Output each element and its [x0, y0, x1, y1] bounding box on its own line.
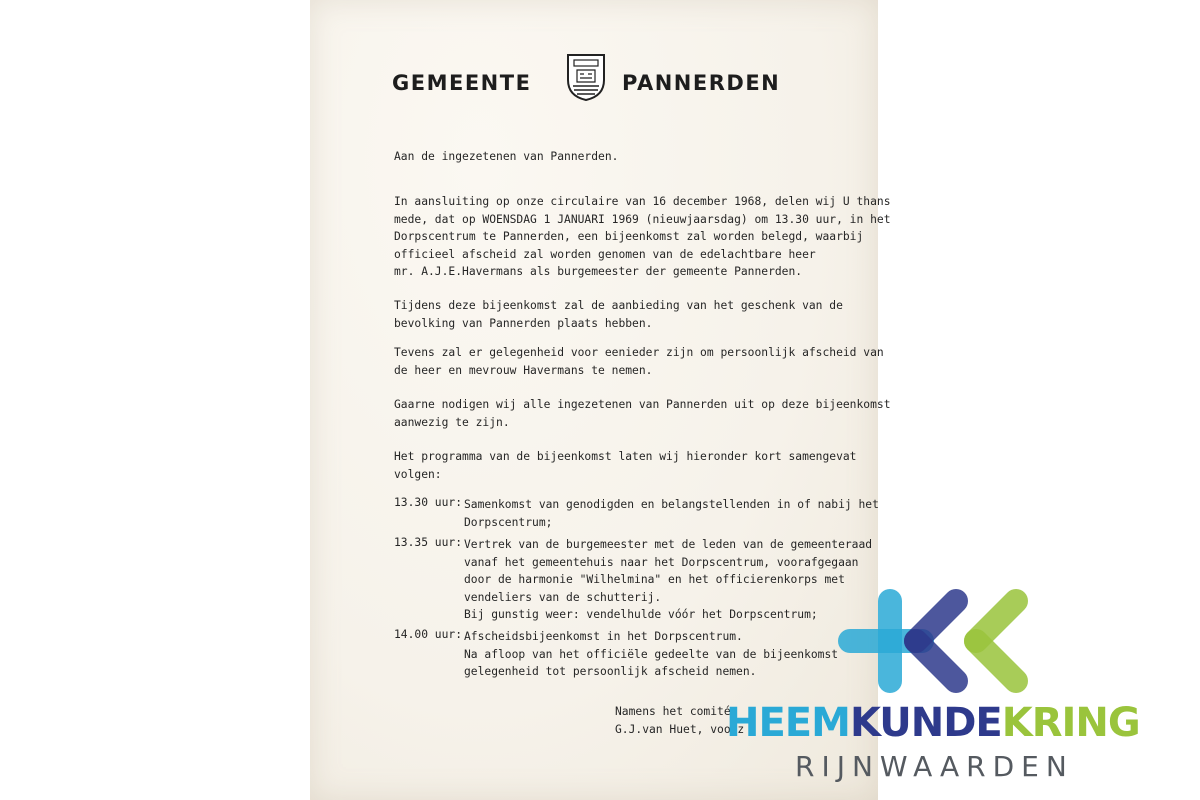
heemkundekring-logo-icon — [836, 585, 1036, 695]
watermark-subtitle: RIJNWAARDEN — [795, 750, 1074, 783]
text-line: mede, dat op WOENSDAG 1 JANUARI 1969 (nieuwjaarsdag) om 13.30 uur, in het — [394, 212, 891, 226]
program-item-3 — [464, 628, 838, 681]
text-line: Dorpscentrum te Pannerden, een bijeenkomst zal worden belegd, waarbij — [394, 230, 864, 243]
text-line: vendeliers van de schutterij. — [464, 590, 662, 604]
text-line: officieel afscheid zal worden genomen van de edelachtbare heer — [394, 247, 816, 261]
text-line: Bij gunstig weer: vendelhulde vóór het Dorpscentrum; — [464, 608, 818, 621]
text-line: Gaarne nodigen wij alle ingezetenen van Pannerden uit op deze bijeenkomst — [394, 398, 891, 411]
text-line: bevolking van Pannerden plaats hebben. — [394, 316, 653, 330]
text-line: Dorpscentrum; — [464, 515, 553, 529]
text-line: Het programma van de bijeenkomst laten wij hieronder kort samengevat — [394, 450, 857, 463]
letterhead-gemeente: GEMEENTE — [392, 71, 532, 95]
text-line: Tevens zal er gelegenheid voor eenieder zijn om persoonlijk afscheid van — [394, 346, 884, 359]
text-line: gelegenheid tot persoonlijk afscheid nemen. — [464, 665, 757, 678]
paragraph-4 — [394, 396, 891, 431]
signoff — [615, 703, 744, 738]
paragraph-3 — [394, 344, 884, 379]
letterhead-pannerden: PANNERDEN — [622, 71, 781, 95]
text-line: Na afloop van het officiële gedeelte van de bijeenkomst — [464, 647, 839, 661]
text-line: Vertrek van de burgemeester met de leden van de gemeenteraad — [464, 538, 873, 551]
text-line: vanaf het gemeentehuis naar het Dorpscentrum, voorafgegaan — [464, 555, 859, 569]
salutation: Aan de ingezetenen van Pannerden. — [394, 150, 619, 163]
text-line: Afscheidsbijeenkomst in het Dorpscentrum. — [464, 630, 743, 643]
program-time-3: 14.00 uur: — [394, 628, 463, 641]
text-line: Tijdens deze bijeenkomst zal de aanbieding van het geschenk van de — [394, 299, 843, 312]
watermark-heem: HEEM — [726, 700, 850, 746]
program-time-1: 13.30 uur: — [394, 496, 463, 509]
program-item-1 — [464, 496, 879, 531]
paragraph-1 — [394, 193, 891, 281]
text-line: door de harmonie "Wilhelmina" en het officierenkorps met — [464, 573, 845, 586]
municipal-crest-icon — [565, 52, 607, 102]
paragraph-2 — [394, 297, 843, 332]
text-line: In aansluiting op onze circulaire van 16 december 1968, delen wij U thans — [394, 195, 891, 208]
text-line: volgen: — [394, 467, 442, 481]
text-line: de heer en mevrouw Havermans te nemen. — [394, 363, 653, 377]
signoff-line: Namens het comité, — [615, 705, 738, 718]
program-item-2 — [464, 536, 872, 624]
paragraph-5 — [394, 448, 857, 483]
program-time-2: 13.35 uur: — [394, 536, 463, 549]
watermark-title — [726, 700, 1140, 746]
text-line: mr. A.J.E.Havermans als burgemeester der gemeente Pannerden. — [394, 265, 803, 278]
text-line: Samenkomst van genodigden en belangstellenden in of nabij het — [464, 498, 879, 511]
watermark-kunde: KUNDE — [849, 700, 1002, 746]
text-line: aanwezig te zijn. — [394, 415, 510, 429]
signoff-line: G.J.van Huet, voorz — [615, 722, 745, 736]
watermark-kring: KRING — [1001, 700, 1140, 746]
